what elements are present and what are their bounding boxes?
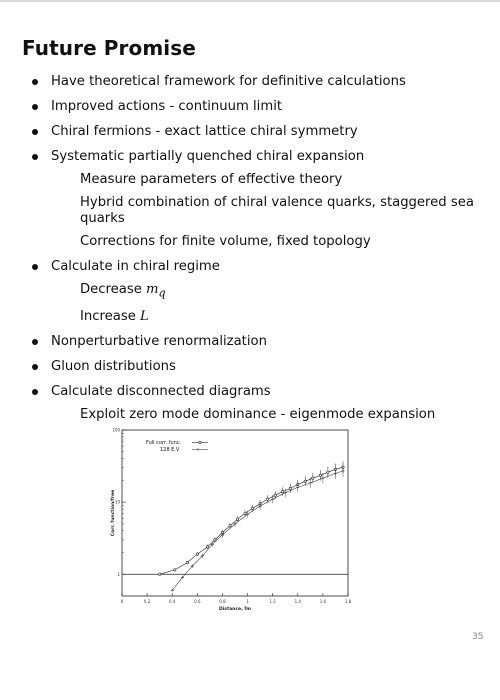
- bullet-item: Improved actions - continuum limit: [30, 99, 495, 115]
- data-point: [158, 573, 160, 575]
- sub-item-decrease-mq: [30, 282, 495, 302]
- x-tick-label: 0: [120, 599, 124, 604]
- data-point: [196, 553, 198, 555]
- x-tick-label: 1.6: [319, 599, 327, 604]
- data-point: [304, 480, 306, 482]
- data-point: [274, 494, 276, 496]
- plot-frame: [122, 430, 348, 596]
- sub-item: Corrections for finite volume, fixed topology: [80, 234, 371, 249]
- correlation-chart: [110, 426, 360, 616]
- bullet-item: Calculate in chiral regime: [30, 259, 495, 275]
- math-m: m: [146, 282, 159, 297]
- sub-item: Exploit zero mode dominance - eigenmode expansion: [80, 406, 436, 422]
- series-line-0: [160, 467, 343, 574]
- page-number: 35: [472, 632, 484, 642]
- math-q-subscript: q: [158, 286, 166, 300]
- sub-item: Measure parameters of effective theory: [80, 172, 343, 187]
- data-point: [319, 474, 321, 476]
- legend-marker: [199, 441, 201, 443]
- bullet-list: [30, 74, 495, 423]
- data-point: [244, 512, 246, 514]
- data-point: [312, 477, 314, 479]
- bullet-item: Calculate disconnected diagrams: [30, 384, 495, 400]
- bullet-item: Chiral fermions - exact lattice chiral symmetry: [30, 124, 495, 140]
- bullet-item: Nonperturbative renormalization: [30, 334, 495, 350]
- data-point: [266, 498, 268, 500]
- data-point: [229, 525, 231, 527]
- top-rule: [0, 0, 500, 2]
- data-point: [282, 490, 284, 492]
- x-tick-label: 0.2: [143, 599, 151, 604]
- sub-item: Hybrid combination of chiral valence quarks, staggered sea quarks: [80, 195, 474, 226]
- data-point: [289, 487, 291, 489]
- x-tick-label: 0.8: [219, 599, 226, 604]
- x-tick-label: 1.2: [269, 599, 276, 604]
- series-line-1: [172, 471, 343, 590]
- data-point: [327, 471, 329, 473]
- sub-item-prefix: Decrease: [80, 282, 147, 297]
- y-tick-label: 100: [112, 427, 120, 433]
- y-axis-label: Corr. function/free: [111, 489, 116, 537]
- x-tick-label: 1.4: [294, 599, 301, 604]
- data-point: [174, 569, 176, 571]
- bullet-item: Systematic partially quenched chiral expansion: [30, 149, 495, 165]
- legend-label: 128 E.V: [160, 447, 180, 453]
- data-point: [236, 518, 238, 520]
- x-tick-label: 0.6: [194, 599, 201, 604]
- x-tick-label: 0.4: [169, 599, 176, 604]
- data-point: [251, 507, 253, 509]
- data-point: [214, 539, 216, 541]
- slide-title: Future Promise: [22, 36, 196, 60]
- sub-item-increase-l: [30, 309, 495, 325]
- bullet-item: Have theoretical framework for definitive calculations: [30, 74, 495, 90]
- math-l: L: [140, 308, 149, 324]
- y-tick-label: 10: [114, 499, 120, 505]
- data-point: [186, 561, 188, 563]
- legend-label: Full corr. func.: [146, 440, 182, 446]
- data-point: [206, 546, 208, 548]
- x-tick-label: 1.8: [344, 599, 352, 604]
- y-tick-label: 1: [117, 571, 120, 577]
- x-tick-label: 1: [246, 599, 249, 604]
- sub-item-prefix: Increase: [80, 308, 141, 324]
- bullet-item: Gluon distributions: [30, 359, 495, 375]
- x-axis-label: Distance, fm: [219, 607, 251, 612]
